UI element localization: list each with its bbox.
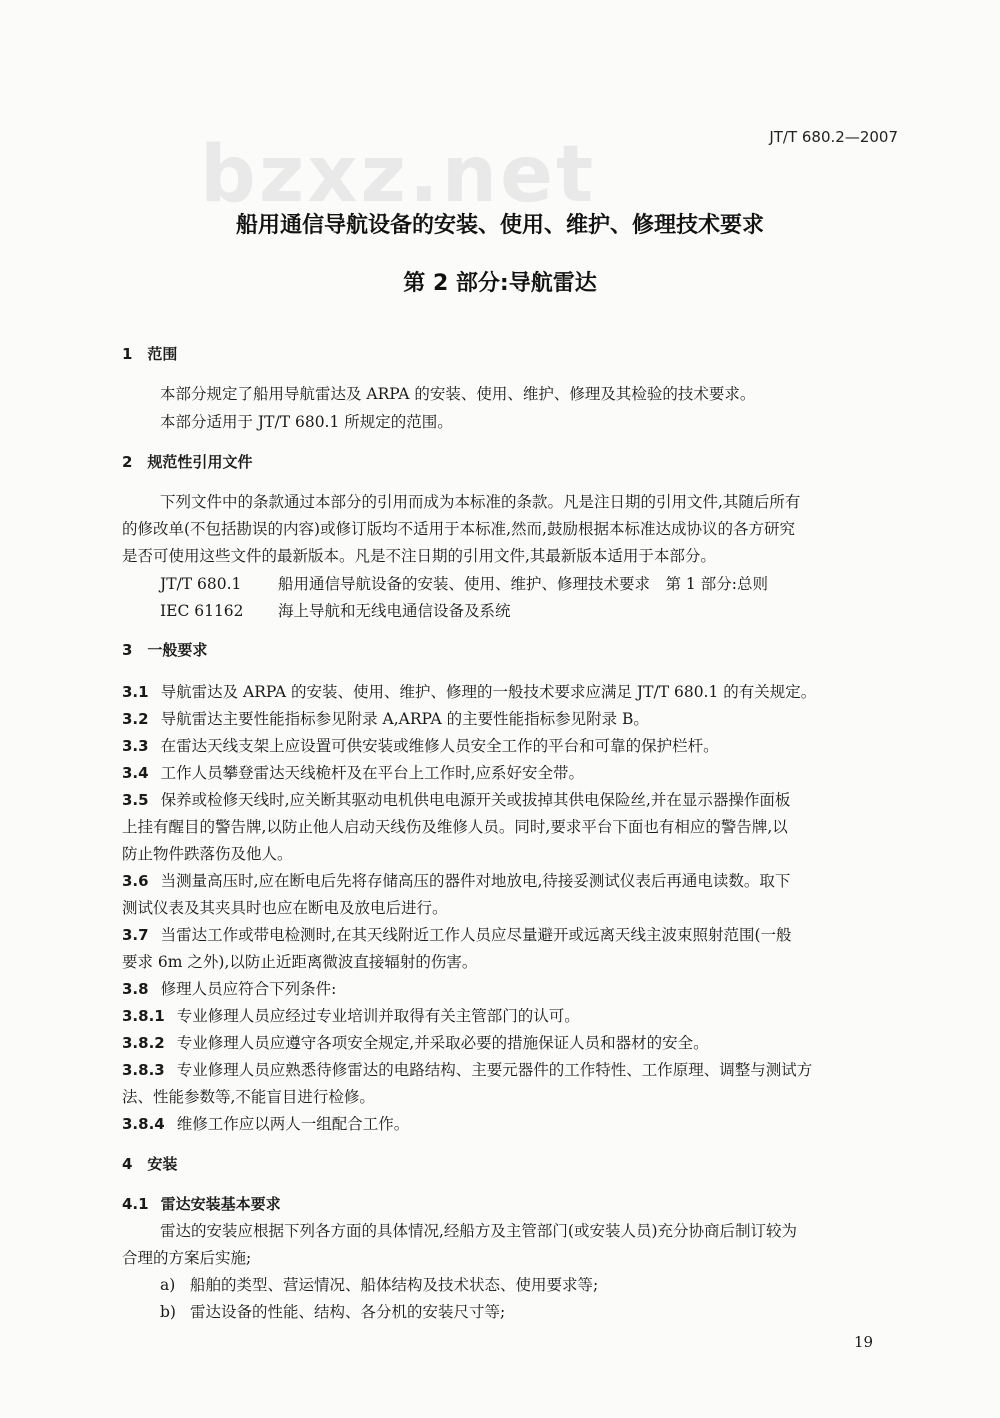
document-subtitle: 第 2 部分:导航雷达: [403, 271, 597, 296]
clause-number: 3.8: [122, 980, 149, 998]
clause-text: 专业修理人员应经过专业培训并取得有关主管部门的认可。: [176, 1007, 580, 1025]
section-1-para-1: 本部分规定了船用导航雷达及 ARPA 的安装、使用、维护、修理及其检验的技术要求。: [160, 385, 756, 403]
clause-text: 导航雷达及 ARPA 的安装、使用、维护、修理的一般技术要求应满足 JT/T 680.1 的有关规定。: [160, 683, 817, 701]
clause-text: 导航雷达主要性能指标参见附录 A,ARPA 的主要性能指标参见附录 B。: [160, 710, 649, 728]
clause-text: 专业修理人员应熟悉待修雷达的电路结构、主要元器件的工作特性、工作原理、调整与测试方: [176, 1061, 813, 1079]
list-label: a): [160, 1276, 176, 1294]
section-2-line-3: 是否可使用这些文件的最新版本。凡是不注日期的引用文件,其最新版本适用于本部分。: [122, 547, 716, 565]
reference-item: [160, 574, 768, 594]
clause-text: 当雷达工作或带电检测时,在其天线附近工作人员应尽量避开或远离天线主波束照射范围(一般: [160, 926, 792, 944]
section-4-line-1: 雷达的安装应根据下列各方面的具体情况,经船方及主管部门(或安装人员)充分协商后制订较为: [160, 1222, 798, 1240]
watermark: bzxz.net: [200, 130, 597, 220]
clause-text: 专业修理人员应遵守各项安全规定,并采取必要的措施保证人员和器材的安全。: [176, 1034, 709, 1052]
standard-code: JT/T 680.2—2007: [769, 128, 898, 146]
section-4-line-2: 合理的方案后实施;: [122, 1249, 252, 1267]
clause-text: 在雷达天线支架上应设置可供安装或维修人员安全工作的平台和可靠的保护栏杆。: [160, 737, 719, 755]
clause-3-8-3-line-2: 法、性能参数等,不能盲目进行检修。: [122, 1088, 375, 1106]
clause-3-5-line-3: 防止物件跌落伤及他人。: [122, 845, 293, 863]
list-text: 船舶的类型、营运情况、船体结构及技术状态、使用要求等;: [190, 1276, 599, 1294]
clause-3-1: [122, 682, 816, 702]
subsection-number: 4.1: [122, 1195, 149, 1213]
page-number: 19: [854, 1333, 874, 1351]
section-2-heading: 2 规范性引用文件: [122, 453, 253, 471]
subsection-title: 雷达安装基本要求: [160, 1195, 281, 1213]
section-3-heading: 3 一般要求: [122, 641, 208, 659]
clause-number: 3.8.3: [122, 1061, 165, 1079]
clause-number: 3.8.4: [122, 1115, 165, 1133]
reference-title: 船用通信导航设备的安装、使用、维护、修理技术要求 第 1 部分:总则: [278, 575, 768, 593]
clause-text: 修理人员应符合下列条件:: [160, 980, 337, 998]
section-1-para-2: 本部分适用于 JT/T 680.1 所规定的范围。: [160, 413, 453, 431]
section-2-line-2: 的修改单(不包括勘误的内容)或修订版均不适用于本标准,然而,鼓励根据本标准达成协议的各方研究: [122, 520, 795, 538]
clause-3-7: [122, 925, 792, 945]
clause-number: 3.8.2: [122, 1034, 165, 1052]
clause-3-2: [122, 709, 649, 729]
clause-number: 3.8.1: [122, 1007, 165, 1025]
clause-3-6: [122, 871, 790, 891]
clause-3-8-1: [122, 1006, 580, 1026]
list-item: [160, 1302, 505, 1322]
list-label: b): [160, 1303, 176, 1321]
reference-item: [160, 601, 511, 621]
clause-3-8: [122, 979, 336, 999]
clause-3-4: [122, 763, 584, 783]
clause-3-8-4: [122, 1114, 409, 1134]
clause-number: 3.5: [122, 791, 149, 809]
clause-number: 3.2: [122, 710, 149, 728]
clause-3-8-2: [122, 1033, 709, 1053]
reference-code: JT/T 680.1: [160, 575, 242, 593]
clause-3-5-line-2: 上挂有醒目的警告牌,以防止他人启动天线伤及维修人员。同时,要求平台下面也有相应的警告牌,以: [122, 818, 788, 836]
clause-number: 3.7: [122, 926, 149, 944]
clause-number: 3.4: [122, 764, 149, 782]
reference-code: IEC 61162: [160, 602, 244, 620]
clause-number: 3.6: [122, 872, 149, 890]
clause-3-7-line-2: 要求 6m 之外),以防止近距离微波直接辐射的伤害。: [122, 953, 478, 971]
section-1-heading: 1 范围: [122, 345, 178, 363]
section-2-line-1: 下列文件中的条款通过本部分的引用而成为本标准的条款。凡是注日期的引用文件,其随后所有: [160, 493, 801, 511]
clause-3-5: [122, 790, 790, 810]
clause-text: 工作人员攀登雷达天线桅杆及在平台上工作时,应系好安全带。: [160, 764, 585, 782]
clause-text: 当测量高压时,应在断电后先将存储高压的器件对地放电,待接妥测试仪表后再通电读数。取下: [160, 872, 791, 890]
clause-text: 保养或检修天线时,应关断其驱动电机供电电源开关或拔掉其供电保险丝,并在显示器操作面板: [160, 791, 791, 809]
clause-3-3: [122, 736, 719, 756]
reference-title: 海上导航和无线电通信设备及系统: [278, 602, 511, 620]
subsection-4-1: [122, 1194, 281, 1214]
section-4-heading: 4 安装: [122, 1155, 178, 1173]
list-text: 雷达设备的性能、结构、各分机的安装尺寸等;: [190, 1303, 506, 1321]
clause-3-8-3: [122, 1060, 812, 1080]
clause-text: 维修工作应以两人一组配合工作。: [176, 1115, 410, 1133]
clause-number: 3.1: [122, 683, 149, 701]
clause-3-6-line-2: 测试仪表及其夹具时也应在断电及放电后进行。: [122, 899, 448, 917]
clause-number: 3.3: [122, 737, 149, 755]
document-title: 船用通信导航设备的安装、使用、维护、修理技术要求: [235, 213, 764, 238]
list-item: [160, 1275, 598, 1295]
